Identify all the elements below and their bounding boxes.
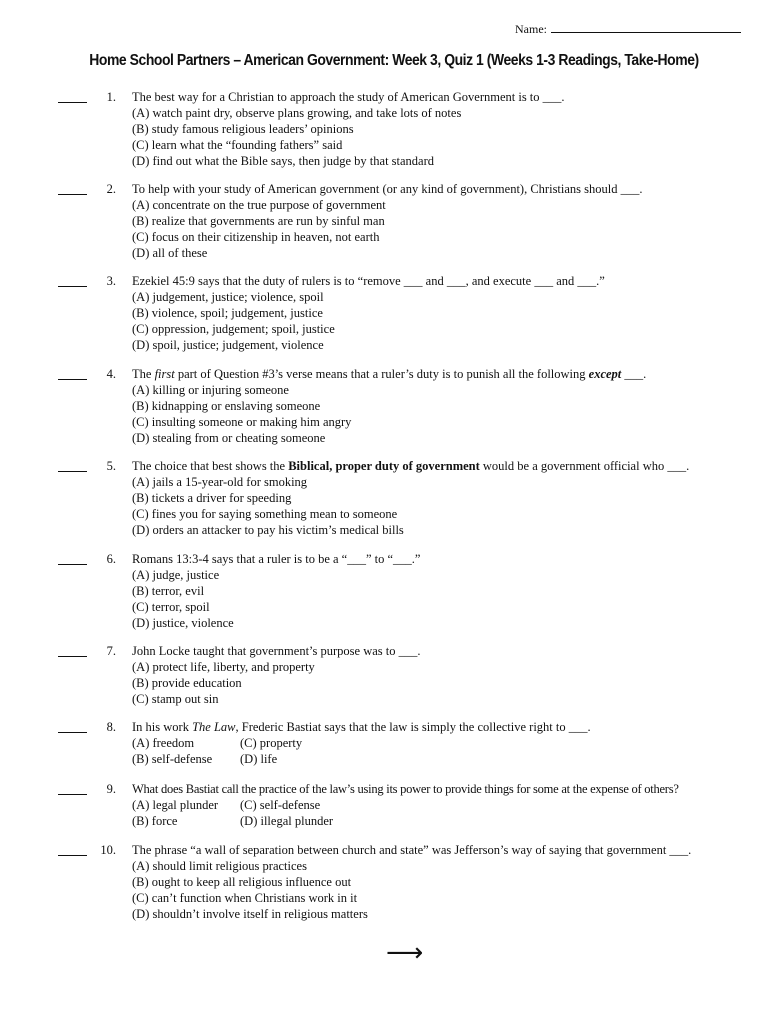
option: (A) protect life, liberty, and property [132,660,315,674]
answer-blank-4[interactable] [58,367,87,380]
option: (B) study famous religious leaders’ opinions [132,122,354,136]
option: (C) stamp out sin [132,692,219,706]
question-stem: John Locke taught that government’s purpose was to ___. [132,644,421,658]
question-number: 1. [106,90,116,104]
question-stem: The first part of Question #3’s verse means that a ruler’s duty is to punish all the following except ___. [132,367,647,381]
option: (D) life [240,752,278,766]
options-list [132,382,351,446]
option: (C) terror, spoil [132,600,210,614]
question-number: 7. [106,644,116,658]
option: (C) property [240,736,303,750]
option: (C) oppression, judgement; spoil, justice [132,322,335,336]
options-grid [132,735,360,767]
question-number: 3. [106,274,116,288]
question-stem: Romans 13:3-4 says that a ruler is to be a “___” to “___.” [132,552,421,566]
answer-blank-7[interactable] [58,644,87,657]
answer-blank-9[interactable] [58,782,87,795]
question-stem: The best way for a Christian to approach the study of American Government is to ___. [132,90,565,104]
answer-blank-3[interactable] [58,274,87,287]
option: (B) realize that governments are run by sinful man [132,214,385,228]
option: (D) orders an attacker to pay his victim’s medical bills [132,523,404,537]
options-list [132,858,368,922]
option: (C) self-defense [240,798,321,812]
option: (D) spoil, justice; judgement, violence [132,338,324,352]
option: (A) judge, justice [132,568,220,582]
question-stem: To help with your study of American government (or any kind of government), Christians should ___. [132,182,643,196]
option: (C) learn what the “founding fathers” said [132,138,343,152]
answer-blank-6[interactable] [58,552,87,565]
answer-blank-5[interactable] [58,459,87,472]
option: (C) focus on their citizenship in heaven, not earth [132,230,380,244]
question-number: 10. [100,843,116,857]
next-page-arrow-icon: ⟶ [386,938,424,968]
options-list [132,197,386,261]
option: (A) legal plunder [132,798,219,812]
name-blank[interactable] [551,21,741,33]
question-number: 6. [106,552,116,566]
option: (A) freedom [132,736,195,750]
question-number: 4. [106,367,116,381]
option: (C) insulting someone or making him angry [132,415,352,429]
option: (B) self-defense [132,752,213,766]
option: (A) judgement, justice; violence, spoil [132,290,324,304]
question-number: 2. [106,182,116,196]
option: (B) violence, spoil; judgement, justice [132,306,323,320]
options-list [132,474,404,538]
name-label: Name: [515,22,547,36]
options-list [132,659,315,707]
answer-blank-8[interactable] [58,720,87,733]
question-stem: Ezekiel 45:9 says that the duty of rulers is to “remove ___ and ___, and execute ___ and ___.” [132,274,605,288]
option: (B) terror, evil [132,584,205,598]
question-stem: The phrase “a wall of separation between church and state” was Jefferson’s way of saying that government ___. [132,843,692,857]
options-list [132,105,461,169]
option: (C) fines you for saying something mean to someone [132,507,398,521]
answer-blank-2[interactable] [58,182,87,195]
option: (D) stealing from or cheating someone [132,431,326,445]
question-stem: In his work The Law, Frederic Bastiat says that the law is simply the collective right to ___. [132,720,591,734]
options-list [132,289,335,353]
question-number: 8. [106,720,116,734]
name-field [515,21,741,37]
option: (B) kidnapping or enslaving someone [132,399,321,413]
option: (D) justice, violence [132,616,234,630]
answer-blank-1[interactable] [58,90,87,103]
options-list [132,567,234,631]
options-grid [132,797,360,829]
option: (B) force [132,814,178,828]
option: (C) can’t function when Christians work in it [132,891,358,905]
option: (B) provide education [132,676,242,690]
option: (D) illegal plunder [240,814,334,828]
option: (D) shouldn’t involve itself in religious matters [132,907,368,921]
question-number: 5. [106,459,116,473]
page-title: Home School Partners – American Government: Week 3, Quiz 1 (Weeks 1-3 Readings, Take-Home) [89,52,699,69]
option: (A) should limit religious practices [132,859,307,873]
question-number: 9. [106,782,116,796]
answer-blank-10[interactable] [58,843,87,856]
question-stem: The choice that best shows the Biblical, proper duty of government would be a government official who ___. [132,459,690,473]
question-stem: What does Bastiat call the practice of the law’s using its power to provide things for some at the expense of others? [132,782,679,796]
option: (B) tickets a driver for speeding [132,491,292,505]
option: (D) find out what the Bible says, then judge by that standard [132,154,435,168]
option: (A) killing or injuring someone [132,383,289,397]
option: (B) ought to keep all religious influence out [132,875,352,889]
option: (A) jails a 15-year-old for smoking [132,475,308,489]
option: (A) watch paint dry, observe plans growing, and take lots of notes [132,106,462,120]
option: (A) concentrate on the true purpose of government [132,198,386,212]
option: (D) all of these [132,246,208,260]
